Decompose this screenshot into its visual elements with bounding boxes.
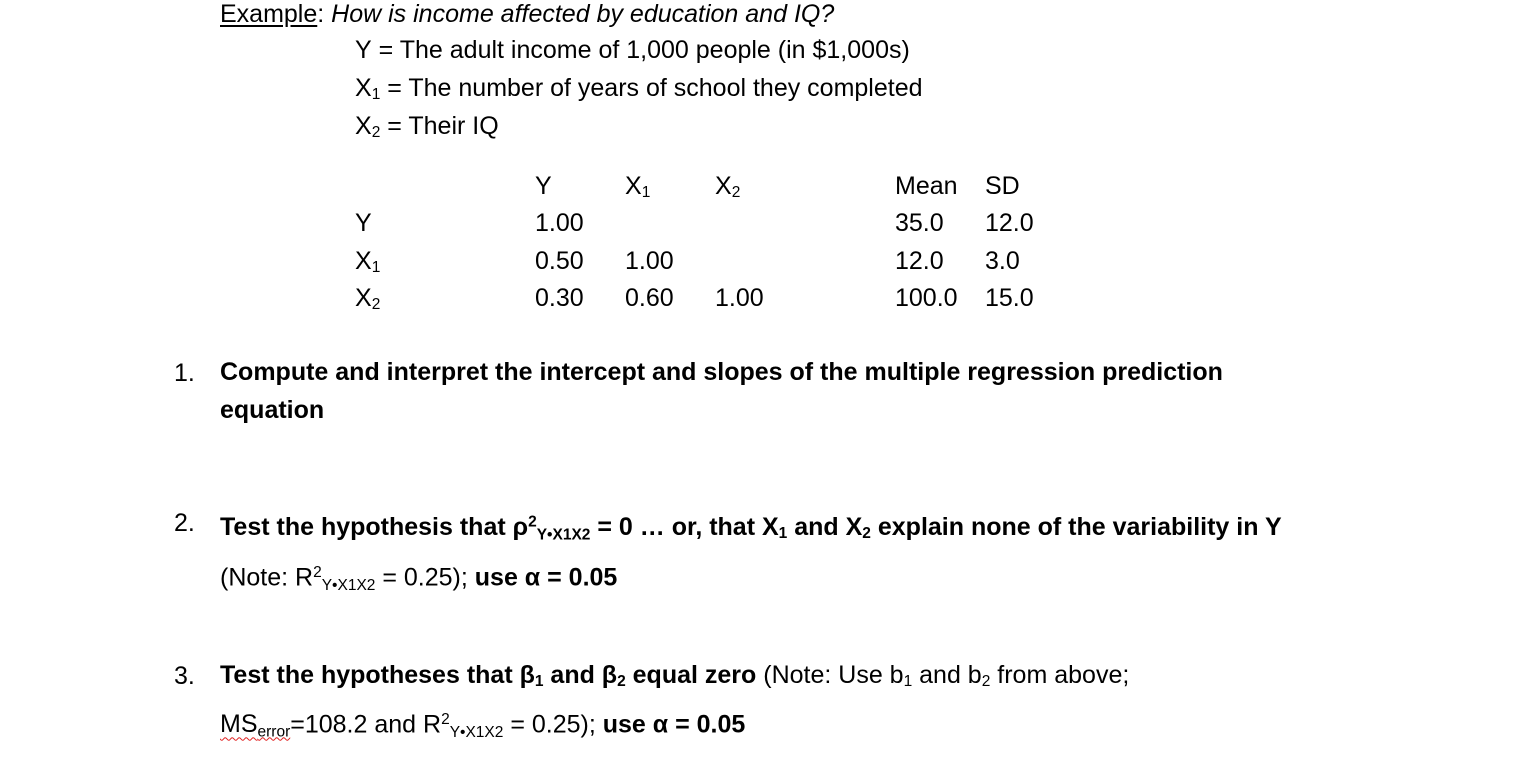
table-cell: 1.00 (625, 247, 674, 275)
table-cell-sd: 3.0 (985, 247, 1020, 275)
table-cell: 0.60 (625, 284, 674, 312)
column-header-mean: Mean (895, 172, 958, 200)
question-3-text: Test the hypotheses that β1 and β2 equal zero (Note: Use b1 and b2 from above; MSerror=108.2 and $R^2Y•X1X2 = 0.25$); use α = 0.05 (220, 661, 1130, 741)
example-colon: : (317, 0, 325, 28)
row-label-x1: X1 (355, 247, 381, 276)
row-label-y: Y (355, 209, 372, 237)
question-1-number: 1. (174, 359, 195, 387)
table-cell-mean: 12.0 (895, 247, 944, 275)
definition-y: Y = The adult income of 1,000 people (in $1,000s) (355, 36, 910, 64)
question-2-text: Test the hypothesis that $\rho^2Y•X1X2 = 0$ … or, that X1 and X2 explain none of the variability in Y (Note: $R^2Y•X1X2 = 0.25$); use α = 0.05 (220, 512, 1282, 594)
column-header-y: Y (535, 172, 552, 200)
table-cell: 1.00 (535, 209, 584, 237)
table-cell-mean: 35.0 (895, 209, 944, 237)
example-label: Example (220, 0, 318, 28)
table-cell-mean: 100.0 (895, 284, 958, 312)
table-cell: 0.50 (535, 247, 584, 275)
ms-error-term: MSerror (220, 710, 291, 741)
table-cell: 0.30 (535, 284, 584, 312)
table-cell-sd: 15.0 (985, 284, 1034, 312)
example-heading (220, 2, 834, 27)
example-question: How is income affected by education and IQ? (331, 0, 835, 28)
column-header-x1: X1 (625, 172, 651, 201)
question-2-number: 2. (174, 509, 195, 537)
table-cell-sd: 12.0 (985, 209, 1034, 237)
column-header-x2: X2 (715, 172, 741, 201)
row-label-x2: X2 (355, 284, 381, 313)
column-header-sd: SD (985, 172, 1020, 200)
question-1-text: Compute and interpret the intercept and slopes of the multiple regression prediction equation (220, 358, 1223, 424)
definition-x2: X2 = Their IQ (355, 112, 499, 141)
table-cell: 1.00 (715, 284, 764, 312)
question-3-number: 3. (174, 662, 195, 690)
definition-x1: X1 = The number of years of school they completed (355, 74, 923, 103)
